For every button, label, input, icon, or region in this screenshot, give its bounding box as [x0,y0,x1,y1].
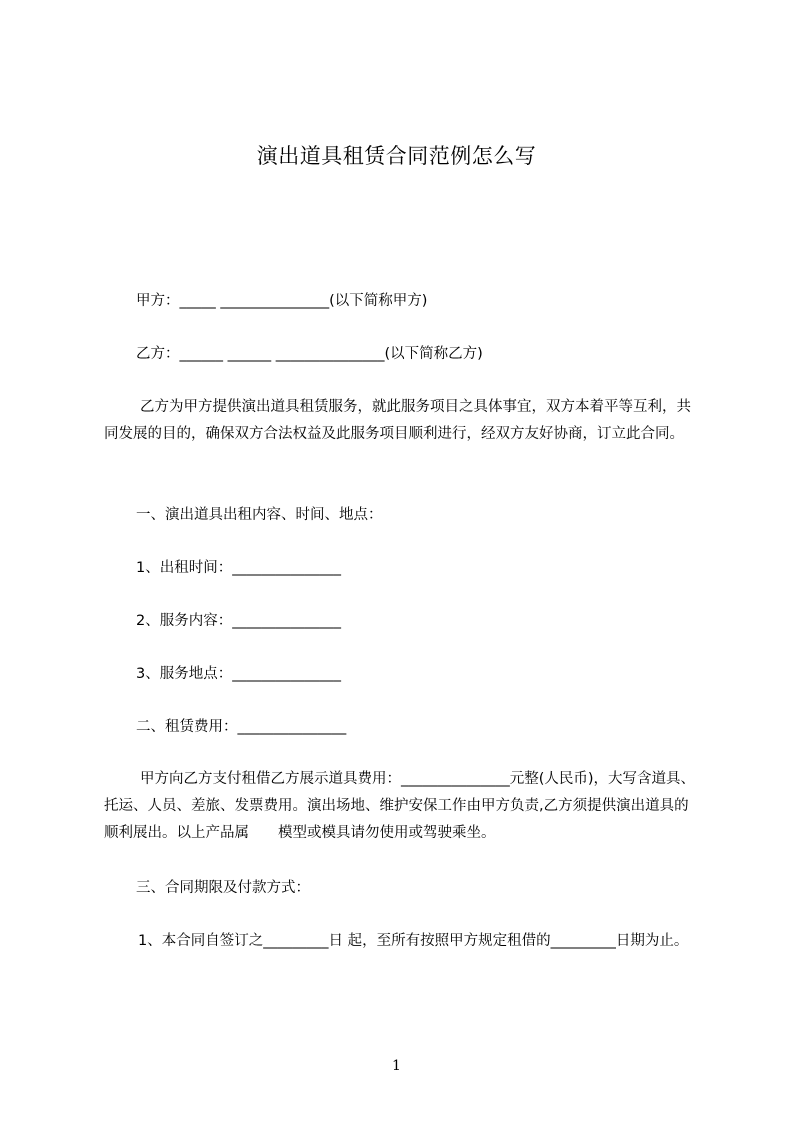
item-service-location: 3、服务地点：_______________ [136,666,341,682]
fee-paragraph: 甲方向乙方支付租借乙方展示道具费用：_______________元整(人民币)，大写含道具、托运、人员、差旅、发票费用。演出场地、维护安保工作由甲方负责,乙方须提供演出道具的顺利展出。以上产品属 模型或模具请勿使用或驾驶乘坐。 [104,771,696,841]
document-title: 演出道具租赁合同范例怎么写 [256,144,537,168]
page-number: 1 [392,1058,401,1074]
party-b-line: 乙方：______ ______ _______________(以下简称乙方) [136,346,483,362]
section-3-heading: 三、合同期限及付款方式： [136,880,310,896]
term-paragraph: 1、本合同自签订之_________日 起，至所有按照甲方规定租借的_________日期为止。 [138,933,689,949]
item-rental-time: 1、出租时间：_______________ [136,560,341,576]
section-2-heading: 二、租赁费用：_______________ [136,719,347,735]
party-a-line: 甲方：_____ _______________(以下简称甲方) [136,293,428,309]
item-service-content: 2、服务内容：_______________ [136,613,341,629]
section-1-heading: 一、演出道具出租内容、时间、地点： [136,507,383,523]
intro-paragraph: 乙方为甲方提供演出道具租赁服务，就此服务项目之具体事宜，双方本着平等互利，共同发展的目的，确保双方合法权益及此服务项目顺利进行，经双方友好协商，订立此合同。 [104,399,691,442]
